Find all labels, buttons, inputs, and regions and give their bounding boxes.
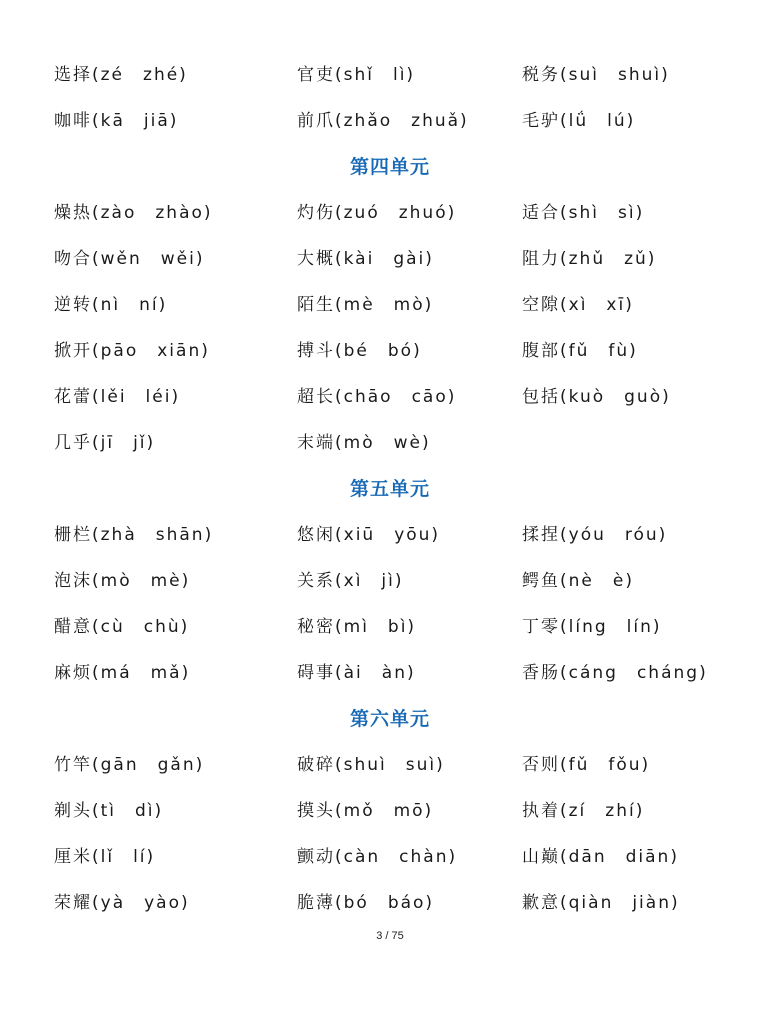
list-item [0, 336, 780, 366]
word-entry: 醋意(cù chù) [54, 617, 190, 637]
list-item [0, 244, 780, 274]
list-item [0, 60, 780, 90]
word-entry: 包括(kuò guò) [522, 387, 671, 407]
list-item [0, 796, 780, 826]
word-entry: 掀开(pāo xiān) [54, 341, 210, 361]
list-item [0, 888, 780, 918]
list-item [0, 842, 780, 872]
word-entry: 适合(shì sì) [522, 203, 645, 223]
word-entry: 灼伤(zuó zhuó) [297, 203, 457, 223]
word-entry: 悠闲(xiū yōu) [297, 525, 441, 545]
list-item [0, 658, 780, 688]
word-entry: 逆转(nì ní) [54, 295, 168, 315]
word-entry: 丁零(líng lín) [522, 617, 662, 637]
word-entry: 否则(fǔ fǒu) [522, 755, 651, 775]
word-entry: 毛驴(lǘ lú) [522, 111, 636, 131]
word-entry: 花蕾(lěi léi) [54, 387, 181, 407]
word-entry: 执着(zí zhí) [522, 801, 645, 821]
list-item [0, 520, 780, 550]
section-heading-unit-4: 第四单元 [349, 156, 430, 178]
word-entry: 吻合(wěn wěi) [54, 249, 205, 269]
list-item [0, 612, 780, 642]
word-entry: 咖啡(kā jiā) [54, 111, 179, 131]
word-entry: 税务(suì shuì) [522, 65, 670, 85]
word-entry: 超长(chāo cāo) [297, 387, 457, 407]
word-entry: 荣耀(yà yào) [54, 893, 190, 913]
section-heading-unit-5: 第五单元 [349, 478, 430, 500]
list-item [0, 750, 780, 780]
word-entry: 栅栏(zhà shān) [54, 525, 214, 545]
word-entry: 剃头(tì dì) [54, 801, 164, 821]
list-item [0, 382, 780, 412]
word-entry: 前爪(zhǎo zhuǎ) [297, 111, 469, 131]
list-item [0, 566, 780, 596]
list-item [0, 428, 780, 458]
word-entry: 阻力(zhǔ zǔ) [522, 249, 657, 269]
word-entry: 燥热(zào zhào) [54, 203, 213, 223]
word-entry: 陌生(mè mò) [297, 295, 434, 315]
word-entry: 麻烦(má mǎ) [54, 663, 191, 683]
word-entry: 摸头(mǒ mō) [297, 801, 434, 821]
section-heading-unit-6: 第六单元 [349, 708, 430, 730]
word-entry: 脆薄(bó báo) [297, 893, 435, 913]
word-entry: 碍事(ài àn) [297, 663, 416, 683]
word-entry: 空隙(xì xī) [522, 295, 634, 315]
word-entry: 泡沫(mò mè) [54, 571, 191, 591]
word-entry: 关系(xì jì) [297, 571, 404, 591]
list-item [0, 198, 780, 228]
word-entry: 竹竿(gān gǎn) [54, 755, 205, 775]
word-entry: 大概(kài gài) [297, 249, 434, 269]
list-item [0, 106, 780, 136]
page-number: 3 / 75 [376, 930, 404, 942]
word-entry: 香肠(cáng cháng) [522, 663, 708, 683]
word-entry: 腹部(fǔ fù) [522, 341, 638, 361]
word-entry: 几乎(jī jǐ) [54, 433, 156, 453]
word-entry: 选择(zé zhé) [54, 65, 188, 85]
word-entry: 揉捏(yóu róu) [522, 525, 668, 545]
word-entry: 官吏(shǐ lì) [297, 65, 416, 85]
word-entry: 鳄鱼(nè è) [522, 571, 634, 591]
word-entry: 歉意(qiàn jiàn) [522, 893, 680, 913]
list-item [0, 290, 780, 320]
word-entry: 颤动(càn chàn) [297, 847, 458, 867]
word-entry: 末端(mò wè) [297, 433, 431, 453]
word-entry: 厘米(lǐ lí) [54, 847, 156, 867]
word-entry: 秘密(mì bì) [297, 617, 417, 637]
word-entry: 破碎(shuì suì) [297, 755, 445, 775]
word-entry: 搏斗(bé bó) [297, 341, 422, 361]
word-entry: 山巅(dān diān) [522, 847, 679, 867]
